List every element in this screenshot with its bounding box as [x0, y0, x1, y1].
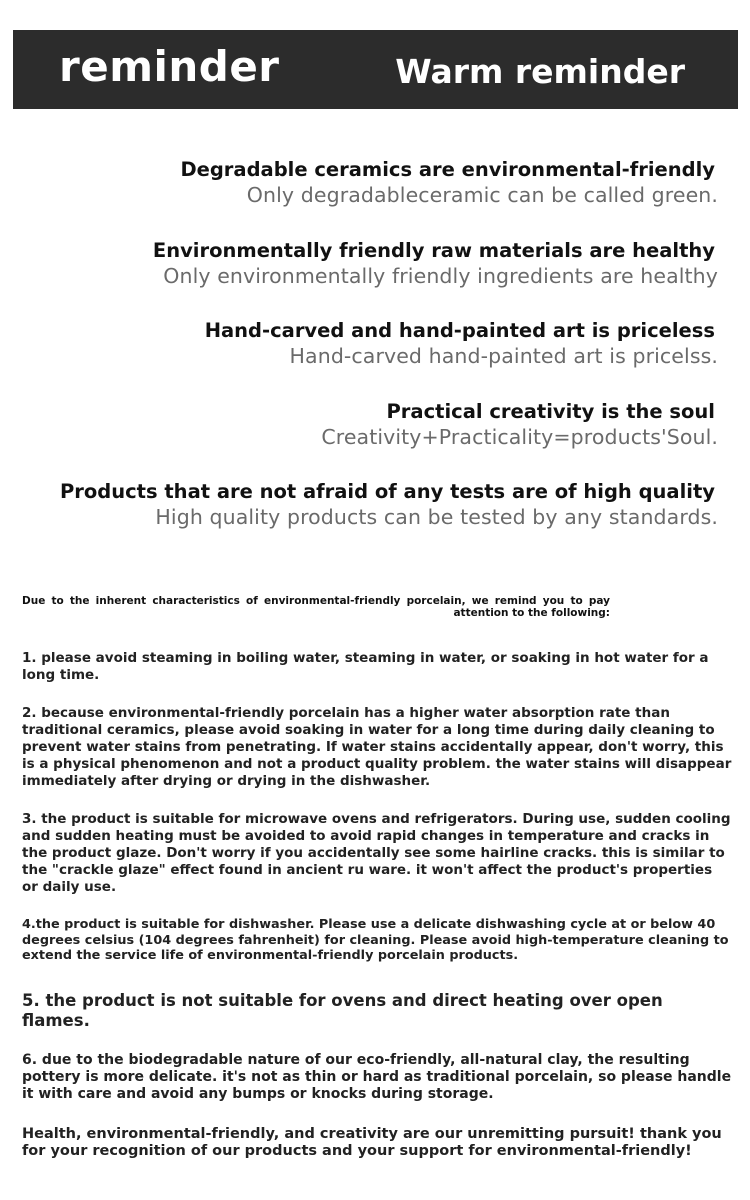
claim-title: Degradable ceramics are environmental-friendly — [180, 158, 715, 181]
claim-item — [18, 399, 718, 480]
claim-subtitle: Only degradableceramic can be called green. — [246, 183, 718, 207]
claim-subtitle: Only environmentally friendly ingredients are healthy — [163, 263, 718, 288]
care-intro: Due to the inherent characteristics of environmental-friendly porcelain, we remind you to pay attention to the following: — [22, 595, 610, 619]
claims-list — [18, 157, 718, 560]
claim-subtitle: High quality products can be tested by any standards. — [155, 505, 718, 529]
claim-title: Practical creativity is the soul — [386, 399, 715, 423]
banner-title-right: Warm reminder — [395, 52, 685, 91]
claim-subtitle: Hand-carved hand-painted art is pricelss. — [289, 344, 718, 368]
care-note: 4.the product is suitable for dishwasher. Please use a delicate dishwashing cycle at or below 40 degrees celsius (104 degrees fahrenheit) for cleaning. Please avoid high-temperature cleaning to extend the service life of environmental-friendly porcelain products. — [22, 917, 729, 963]
closing-message: Health, environmental-friendly, and creativity are our unremitting pursuit! thank you for your recognition of our products and your support for environmental-friendly! — [22, 1125, 722, 1159]
claim-item — [18, 157, 718, 238]
header-banner — [13, 30, 738, 109]
claim-item — [18, 318, 718, 399]
care-note: 3. the product is suitable for microwave ovens and refrigerators. During use, sudden cooling and sudden heating must be avoided to avoid rapid changes in temperature and cracks in the product glaze. Don't worry if you accidentally see some hairline cracks. this is similar to the "crackle glaze" effect found in ancient ru ware. it won't affect the product's properties or daily use. — [22, 811, 731, 895]
banner-title-left: reminder — [59, 42, 280, 91]
care-notes — [22, 650, 732, 1161]
claim-item — [18, 479, 718, 560]
care-note: 6. due to the biodegradable nature of our eco-friendly, all-natural clay, the resulting pottery is more delicate. it's not as thin or hard as traditional porcelain, so please handle it with care and avoid any bumps or knocks during storage. — [22, 1051, 732, 1102]
care-note: 5. the product is not suitable for ovens and direct heating over open flames. — [22, 990, 663, 1030]
care-note: 1. please avoid steaming in boiling water, steaming in water, or soaking in hot water for a long time. — [22, 650, 709, 683]
claim-subtitle: Creativity+Practicality=products'Soul. — [321, 424, 718, 449]
claim-title: Environmentally friendly raw materials are healthy — [152, 238, 715, 262]
claim-title: Products that are not afraid of any tests are of high quality — [59, 480, 715, 503]
claim-item — [18, 238, 718, 319]
claim-title: Hand-carved and hand-painted art is priceless — [204, 319, 715, 342]
care-note: 2. because environmental-friendly porcelain has a higher water absorption rate than traditional ceramics, please avoid soaking in water for a long time during daily cleaning to prevent water stains from penetrating. If water stains accidentally appear, don't worry, this is a physical phenomenon and not a product quality problem. the water stains will disappear immediately after drying or drying in the dishwasher. — [22, 705, 732, 789]
